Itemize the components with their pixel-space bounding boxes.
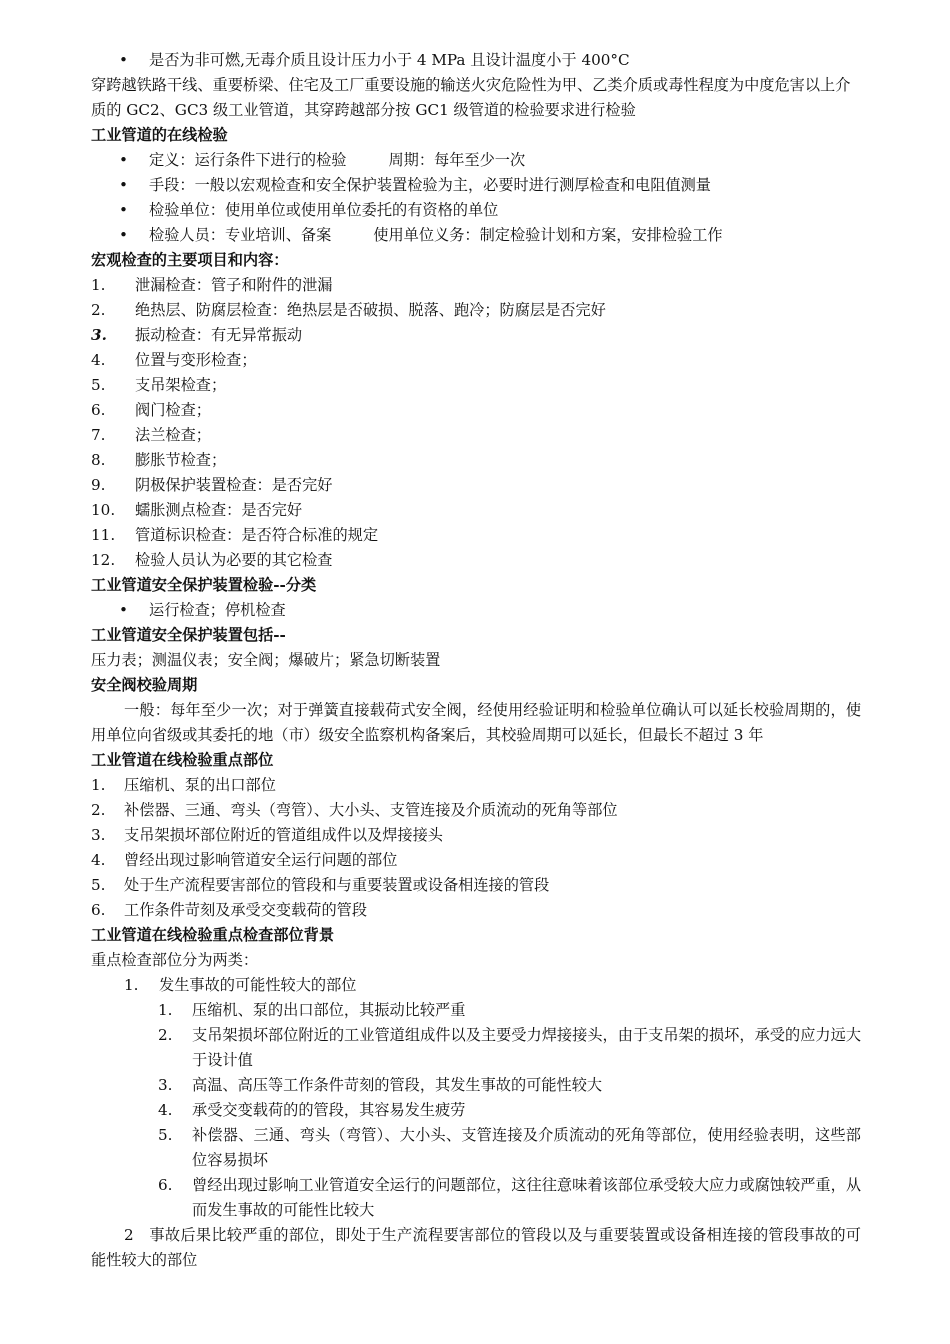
list-number: 3. [158,1076,173,1094]
bullet-text: 检验人员：专业培训、备案 [149,226,332,244]
bullet-text: 周期：每年至少一次 [388,151,526,169]
list-text: 阀门检查； [135,401,211,419]
body-paragraph: 一般：每年至少一次；对于弹簧直接载荷式安全阀，经使用经验证明和检验单位确认可以延长校验周期的，使用单位向省级或其委托的地（市）级安全监察机构备案后，其校验周期可以延长，但最长不超过 3 年 [91,701,861,744]
section-heading-safety-device-class: 工业管道安全保护装置检验--分类 [91,576,317,594]
list-number: 5. [91,376,106,394]
list-text: 曾经出现过影响管道安全运行问题的部位 [124,851,398,869]
bullet-item [91,148,861,173]
section-heading-key-parts: 工业管道在线检验重点部位 [91,751,274,769]
bullet-item [91,223,861,248]
sub-list-item [91,998,861,1023]
bullet-text: 使用单位义务：制定检验计划和方案，安排检验工作 [373,226,723,244]
list-text: 振动检查：有无异常振动 [135,326,303,344]
section-heading-macro-check: 宏观检查的主要项目和内容： [91,251,289,269]
list-number: 2. [158,1026,173,1044]
list-item [91,298,861,323]
sub-list-item [91,1123,861,1173]
list-item [91,823,861,848]
sub-list-item [91,1073,861,1098]
list-item [91,448,861,473]
list-number: 5. [91,876,106,894]
list-text: 处于生产流程要害部位的管段和与重要装置或设备相连接的管段 [124,876,550,894]
list-item [91,423,861,448]
list-number: 3. [91,326,107,344]
bullet-item [91,173,861,198]
section-heading-safety-device-list: 工业管道安全保护装置包括-- [91,626,286,644]
bullet-text: 是否为非可燃,无毒介质且设计压力小于 4 MPa 且设计温度小于 400°C [149,51,630,69]
list-number: 1. [91,276,106,294]
list-text: 法兰检查； [135,426,211,444]
list-item [91,498,861,523]
list-number: 7. [91,426,106,444]
section-heading-background: 工业管道在线检验重点检查部位背景 [91,926,334,944]
list-text: 支吊架损坏部位附近的管道组成件以及焊接接头 [124,826,443,844]
list-item [91,348,861,373]
list-text: 工作条件苛刻及承受交变载荷的管段 [124,901,367,919]
list-text: 补偿器、三通、弯头（弯管）、大小头、支管连接及介质流动的死角等部位，使用经验表明，这些部位容易损坏 [192,1126,861,1169]
list-item [91,848,861,873]
list-text: 泄漏检查：管子和附件的泄漏 [135,276,333,294]
list-item [91,398,861,423]
list-number: 1. [158,1001,173,1019]
list-text: 检验人员认为必要的其它检查 [135,551,333,569]
list-text: 高温、高压等工作条件苛刻的管段，其发生事故的可能性较大 [192,1076,603,1094]
list-number: 5. [158,1126,173,1144]
section-heading-online-inspection: 工业管道的在线检验 [91,126,228,144]
body-text: 重点检查部位分为两类： [91,951,259,969]
list-text: 管道标识检查：是否符合标准的规定 [135,526,378,544]
list-text: 压缩机、泵的出口部位，其振动比较严重 [192,1001,466,1019]
bullet-text: 运行检查；停机检查 [149,601,286,619]
list-number: 4. [158,1101,173,1119]
list-text: 承受交变载荷的的管段，其容易发生疲劳 [192,1101,466,1119]
body-text: 压力表；测温仪表；安全阀；爆破片；紧急切断装置 [91,651,441,669]
list-number: 9. [91,476,106,494]
list-item [91,973,861,998]
bullet-text: 手段：一般以宏观检查和安全保护装置检验为主，必要时进行测厚检查和电阻值测量 [149,176,711,194]
list-number: 3. [91,826,106,844]
bullet-text: 定义：运行条件下进行的检验 [149,151,347,169]
list-text: 支吊架检查； [135,376,227,394]
bullet-icon: • [119,176,128,194]
list-number: 2. [91,801,106,819]
list-item [91,548,861,573]
list-text: 压缩机、泵的出口部位 [124,776,276,794]
list-item [91,523,861,548]
sub-list-item [91,1023,861,1073]
list-item [91,873,861,898]
list-number: 4. [91,851,106,869]
body-paragraph: 2 事故后果比较严重的部位，即处于生产流程要害部位的管段以及与重要装置或设备相连接的管段事故的可能性较大的部位 [91,1226,861,1269]
list-number: 6. [158,1176,173,1194]
list-text: 发生事故的可能性较大的部位 [159,976,357,994]
list-number: 1. [91,776,106,794]
bullet-icon: • [119,601,128,619]
bullet-item [91,48,861,73]
bullet-icon: • [119,51,128,69]
list-text: 补偿器、三通、弯头（弯管）、大小头、支管连接及介质流动的死角等部位 [124,801,618,819]
list-item [91,798,861,823]
list-number: 4. [91,351,106,369]
intro-paragraph: 穿跨越铁路干线、重要桥梁、住宅及工厂重要设施的输送火灾危险性为甲、乙类介质或毒性程度为中度危害以上介质的 GC2、GC3 级工业管道，其穿跨越部分按 GC1 级管道的检验要求进行检验 [91,76,851,119]
list-text: 阴极保护装置检查：是否完好 [135,476,333,494]
bullet-icon: • [119,201,128,219]
list-text: 膨胀节检查； [135,451,227,469]
bullet-text: 检验单位：使用单位或使用单位委托的有资格的单位 [149,201,499,219]
list-text: 蠕胀测点检查：是否完好 [135,501,303,519]
list-text: 位置与变形检查； [135,351,257,369]
sub-list-item [91,1173,861,1223]
list-number: 10. [91,501,116,519]
list-item [91,373,861,398]
list-item [91,898,861,923]
list-number: 12. [91,551,116,569]
bullet-icon: • [119,226,128,244]
list-item [91,273,861,298]
list-item [91,473,861,498]
list-number: 11. [91,526,116,544]
list-text: 支吊架损坏部位附近的工业管道组成件以及主要受力焊接接头，由于支吊架的损坏，承受的应力远大于设计值 [192,1026,861,1069]
bullet-icon: • [119,151,128,169]
list-number: 6. [91,401,106,419]
sub-list-item [91,1098,861,1123]
list-item [91,773,861,798]
section-heading-valve-period: 安全阀校验周期 [91,676,198,694]
list-text: 绝热层、防腐层检查：绝热层是否破损、脱落、跑冷；防腐层是否完好 [135,301,606,319]
list-number: 6. [91,901,106,919]
list-number: 2. [91,301,106,319]
list-text: 曾经出现过影响工业管道安全运行的问题部位，这往往意味着该部位承受较大应力或腐蚀较严重，从而发生事故的可能性比较大 [192,1176,861,1219]
list-item [91,323,861,348]
bullet-item [91,198,861,223]
document-page [91,48,861,1273]
list-number: 8. [91,451,106,469]
list-number: 1. [124,976,139,994]
bullet-item [91,598,861,623]
